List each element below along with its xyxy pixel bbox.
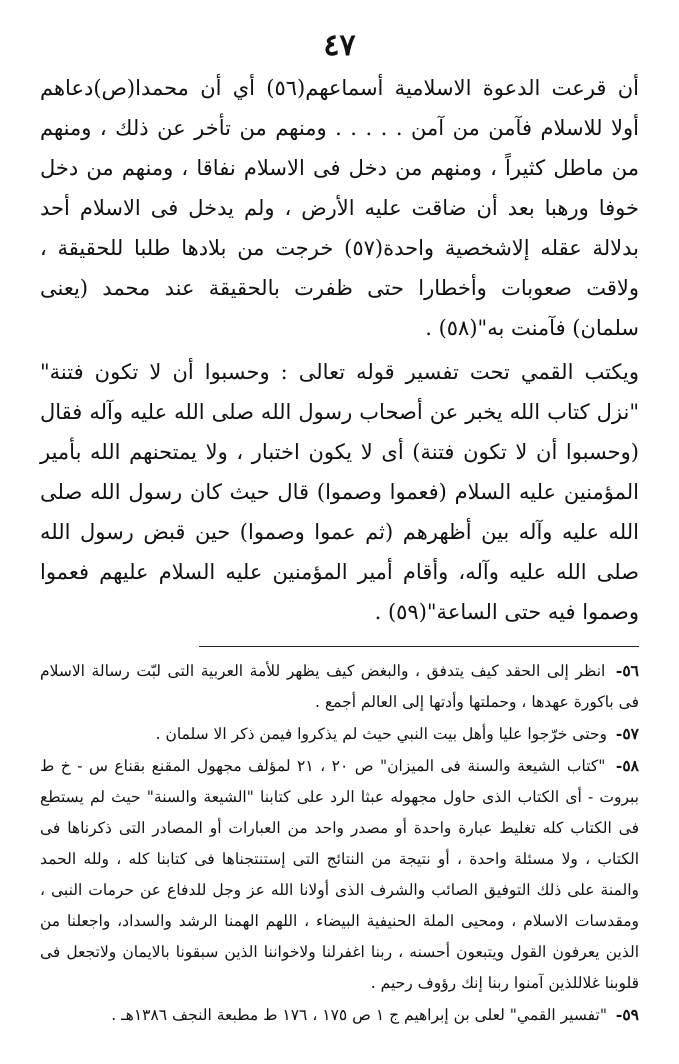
footnote-text: "كتاب الشيعة والسنة فى الميزان" ص ٢٠ ، ٢١ لمؤلف مجهول المقنع بقناع س - خ ط ببروت - أى الكتاب الذى حاول مجهوله عبثا الرد على كتابنا "الشيعة والسنة" حيث لم يستطع فى الكتاب كله تغليط عبارة واحدة أو مصدر واحد من العبارات أو المصادر التى ذكرناها فى الكتاب ، ولا مسئلة واحدة ، أو نتيجة من النتائج التى إستنتجناها فى كتابنا كله ، ولله الحمد والمنة على ذلك التوفيق الصائب والشرف الذى أولانا الله عز وجل للدفاع عن حرمات النبى ، ومقدسات الاسلام ، ومحيى الملة الحنيفية البيضاء ، اللهم الهمنا الرشد والسداد، واجعلنا من الذين يعرفون القول ويتبعون أحسنه ، ربنا اغفرلنا ولاخواننا الذين سبقونا بالايمان ولاتجعل فى قلوبنا غلاللذين آمنوا ربنا إنك رؤوف رحيم . bbox=[40, 757, 639, 992]
footnote-57 bbox=[40, 718, 639, 750]
footnote-separator bbox=[199, 646, 639, 647]
footnote-number: ٥٩- bbox=[615, 1005, 639, 1024]
footnote-56 bbox=[40, 655, 639, 718]
body-paragraph-2: ويكتب القمي تحت تفسير قوله تعالى : وحسبوا أن لا تكون فتنة" "نزل كتاب الله يخبر عن أصحاب رسول الله صلى الله عليه وآله فقال (وحسبوا أن لا تكون فتنة) أى لا يكون اختبار ، ولا يمتحنهم الله بأمير المؤمنين عليه السلام (فعموا وصموا) قال حيث كان رسول الله صلى الله عليه وآله بين أظهرهم (ثم عموا وصموا) حين قبض رسول الله صلى الله عليه وآله، وأقام أمير المؤمنين عليه السلام عليهم فعموا وصموا فيه حتى الساعة"(٥٩) . bbox=[40, 360, 639, 624]
footnote-number: ٥٦- bbox=[615, 661, 639, 680]
footnote-text: انظر إلى الحقد كيف يتدفق ، والبغض كيف يظهر للأمة العربية التى لبّت رسالة الاسلام فى باكورة عهدها ، وحملتها وأدتها إلى العالم أجمع . bbox=[40, 662, 639, 711]
footnote-text: وحتى خرّجوا عليا وأهل بيت النبي حيث لم يذكروا فيمن ذكر الا سلمان . bbox=[155, 725, 607, 743]
footnote-number: ٥٧- bbox=[615, 724, 639, 743]
footnote-text: "تفسير القمي" لعلى بن إبراهيم ج ١ ص ١٧٥ ، ١٧٦ ط مطبعة النجف ١٣٨٦هـ . bbox=[111, 1006, 607, 1024]
body-paragraph-1: أن قرعت الدعوة الاسلامية أسماعهم(٥٦) أي أن محمدا(ص)دعاهم أولا للاسلام فآمن من آمن . . . . . ومنهم من تأخر عن ذلك ، ومنهم من ماطل كثيراً ، ومنهم من دخل فى الاسلام نفاقا ، ومنهم من دخل خوفا ورهبا بعد أن ضاقت عليه الأرض ، ولم يدخل فى الاسلام أحد بدلالة عقله إلاشخصية واحدة(٥٧) خرجت من بلادها طلبا للحقيقة ، ولاقت صعوبات وأخطارا حتى ظفرت بالحقيقة عند محمد (يعنى سلمان) فآمنت به"(٥٨) . bbox=[40, 76, 639, 340]
footnotes bbox=[40, 655, 639, 1031]
page-number: ٤٧ bbox=[323, 28, 356, 63]
footnote-58 bbox=[40, 750, 639, 999]
footnote-number: ٥٨- bbox=[615, 756, 639, 775]
footnote-59 bbox=[40, 999, 639, 1031]
